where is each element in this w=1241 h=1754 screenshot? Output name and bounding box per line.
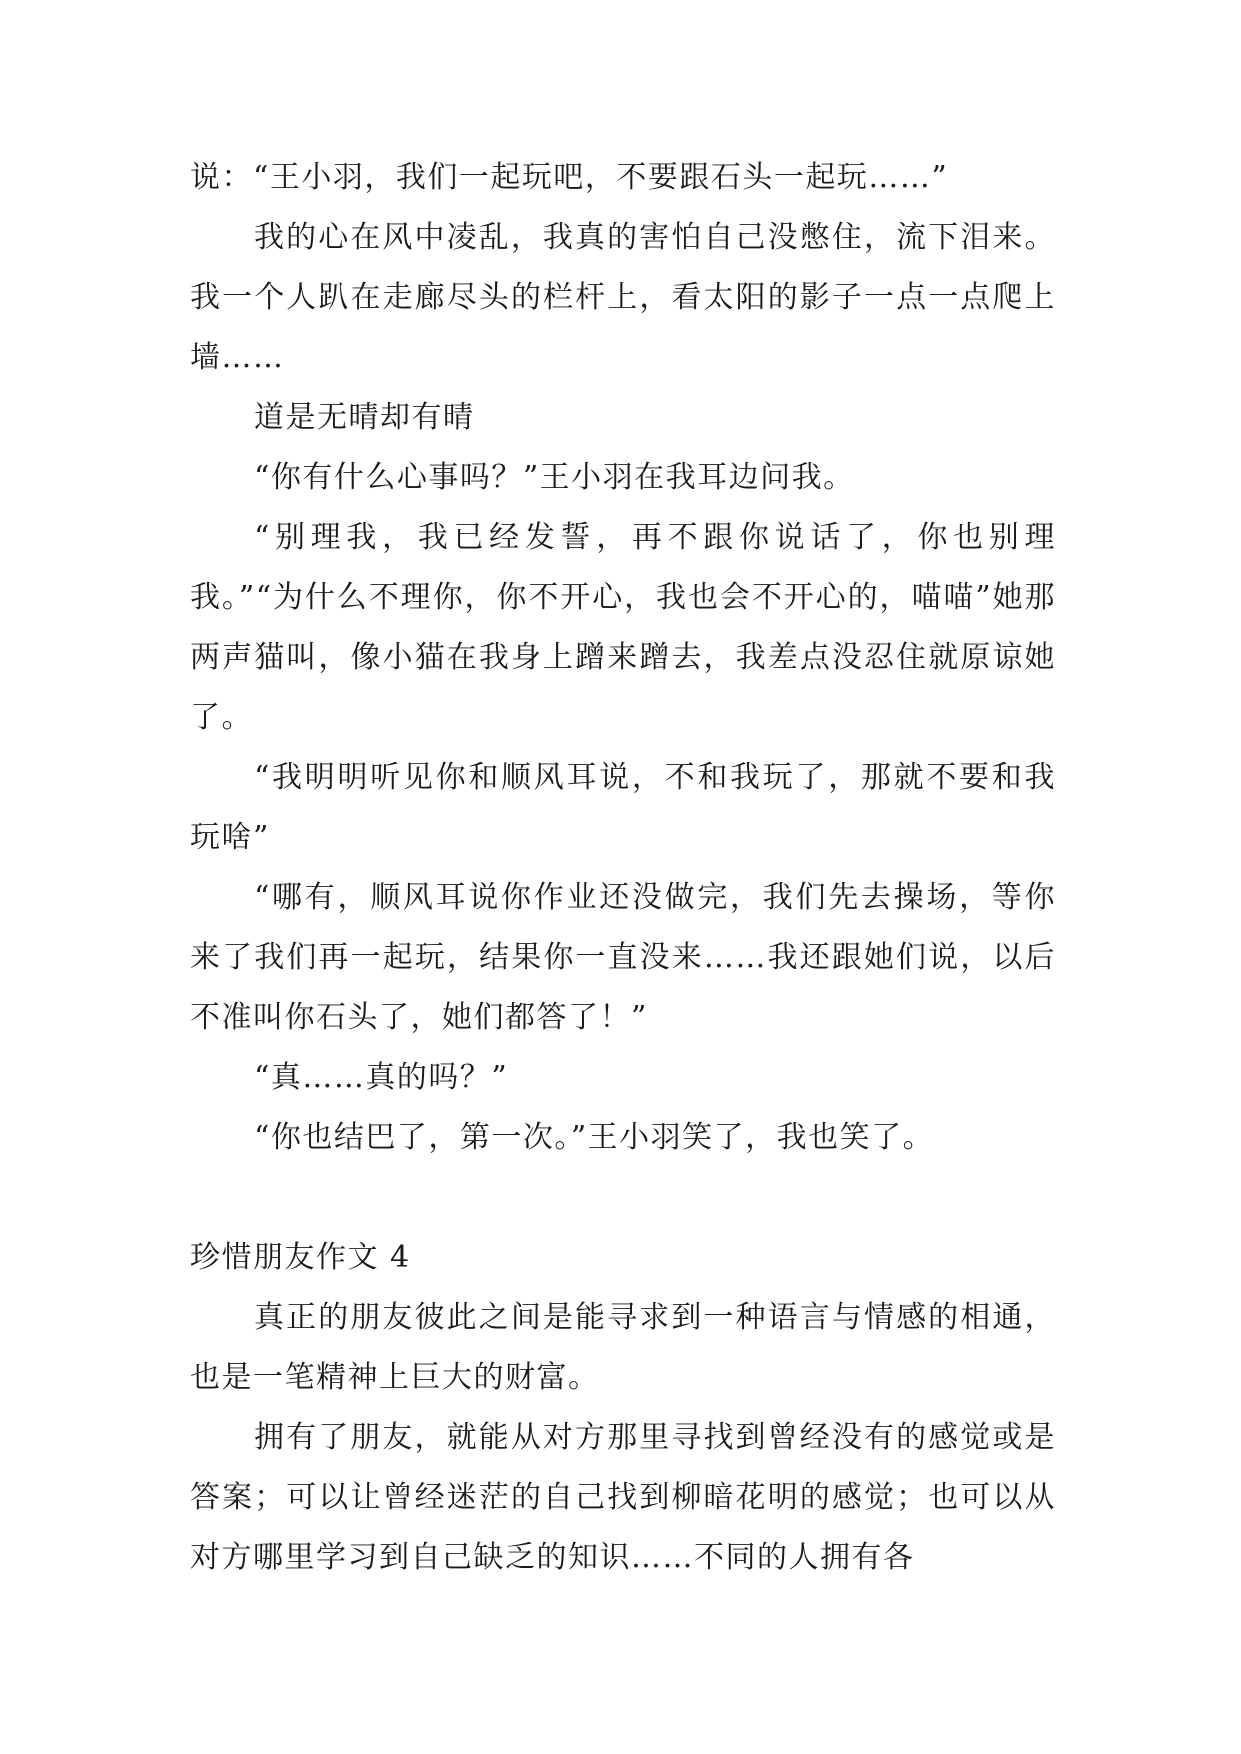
paragraph: 真正的朋友彼此之间是能寻求到一种语言与情感的相通，也是一笔精神上巨大的财富。 (190, 1300, 1056, 1395)
paragraph: “你有什么心事吗？”王小羽在我耳边问我。 (254, 460, 855, 495)
paragraph: 道是无晴却有晴 (254, 400, 475, 435)
paragraph: 拥有了朋友，就能从对方那里寻找到曾经没有的感觉或是答案；可以让曾经迷茫的自己找到柳暗花明的感觉；也可以从对方哪里学习到自己缺乏的知识……不同的人拥有各 (190, 1420, 1056, 1575)
document-page (190, 148, 1056, 1588)
section-title: 珍惜朋友作文 4 (190, 1240, 411, 1275)
paragraph: “我明明听见你和顺风耳说，不和我玩了，那就不要和我玩啥” (190, 760, 1056, 855)
paragraph: “真……真的吗？” (254, 1060, 509, 1095)
paragraph: “哪有，顺风耳说你作业还没做完，我们先去操场，等你来了我们再一起玩，结果你一直没来……我还跟她们说，以后不准叫你石头了，她们都答了！” (190, 880, 1056, 1035)
body-part-1 (190, 148, 1056, 1168)
paragraph: “别理我，我已经发誓，再不跟你说话了，你也别理我。”“为什么不理你，你不开心，我也会不开心的，喵喵”她那两声猫叫，像小猫在我身上蹭来蹭去，我差点没忍住就原谅她了。 (190, 520, 1056, 735)
body-part-2 (190, 1288, 1056, 1588)
paragraph: “你也结巴了，第一次。”王小羽笑了，我也笑了。 (254, 1120, 935, 1155)
section-spacer (190, 1168, 1056, 1228)
paragraph: 说：“王小羽，我们一起玩吧，不要跟石头一起玩……” (190, 160, 949, 195)
paragraph: 我的心在风中凌乱，我真的害怕自己没憋住，流下泪来。我一个人趴在走廊尽头的栏杆上，看太阳的影子一点一点爬上墙…… (190, 220, 1056, 375)
